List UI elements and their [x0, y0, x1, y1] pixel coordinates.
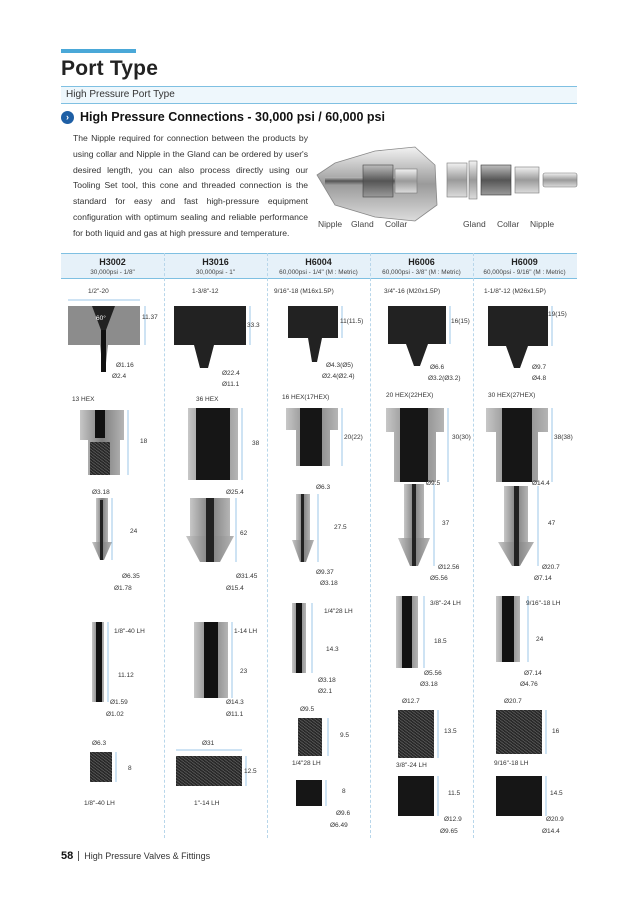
dim-label: 1/4"28 LH [292, 760, 321, 767]
dim-label: Ø3.2(Ø3.2) [428, 375, 461, 382]
dim-label: Ø11.1 [222, 381, 240, 388]
dim-label: 16 [552, 728, 560, 735]
dim-label: Ø7.14 [524, 670, 542, 677]
dim-label: 20 HEX(22HEX) [386, 392, 434, 399]
dim-label: 8 [128, 765, 132, 772]
column-header: H6004 60,000psi - 1/4" (M : Metric) [279, 257, 358, 276]
chevron-right-icon: › [61, 111, 74, 124]
dim-label: 30 HEX(27HEX) [488, 392, 536, 399]
dim-label: 1/4"28 LH [324, 608, 353, 615]
label-nipple: Nipple [318, 219, 343, 229]
dim-label: Ø7.14 [534, 575, 552, 582]
dim-label: 1/2"-20 [88, 288, 109, 295]
dim-label: Ø9.6 [336, 810, 351, 817]
dim-label: Ø1.59 [110, 699, 128, 706]
dim-label: Ø4.8 [532, 375, 547, 382]
dim-label: Ø3.18 [92, 489, 110, 496]
dim-label: Ø20.7 [542, 564, 560, 571]
dim-label: 11.12 [118, 672, 134, 679]
dim-label: 1-1/8"-12 (M26x1.5P) [484, 288, 546, 295]
dim-label: 62 [240, 530, 248, 537]
footer-divider [78, 851, 79, 861]
label-collar: Collar [497, 219, 520, 229]
dim-label: Ø9.5 [300, 706, 315, 713]
dim-label: Ø11.1 [226, 711, 244, 718]
dim-label: Ø2.4 [112, 373, 127, 380]
dim-label: 38(38) [554, 434, 573, 441]
dim-label: 8 [342, 788, 346, 795]
dim-label: 24 [130, 528, 138, 535]
dim-label: 47 [548, 520, 556, 527]
dim-label: 9/16"-18 (M16x1.5P) [274, 288, 334, 295]
dim-label: 1-14 LH [234, 628, 258, 635]
dim-label: 1-3/8"-12 [192, 288, 219, 295]
dim-label: 38 [252, 440, 260, 447]
section-title: High Pressure Connections - 30,000 psi / 60,000 psi [80, 110, 385, 124]
page-title: Port Type [61, 57, 159, 80]
dim-label: 9/16"-18 LH [494, 760, 529, 767]
dim-label: 14.5 [550, 790, 563, 797]
dim-label: 9/16"-18 LH [526, 600, 561, 607]
dim-label: Ø6.6 [430, 364, 445, 371]
dim-label: 27.5 [334, 524, 347, 531]
subtitle: High Pressure Port Type [66, 89, 175, 100]
dim-label: Ø25.4 [226, 489, 244, 496]
dim-label: Ø5.56 [424, 670, 442, 677]
dim-label: Ø6.49 [330, 822, 348, 829]
dim-label: Ø31 [202, 740, 215, 747]
dim-label: Ø20.9 [546, 816, 564, 823]
dim-label: Ø2.1 [318, 688, 333, 695]
dim-label: 9.5 [340, 732, 350, 739]
column-header: H3016 30,000psi - 1" [195, 257, 236, 276]
dim-label: Ø1.78 [114, 585, 132, 592]
dim-label: Ø6.3 [92, 740, 107, 747]
dim-label: 20(22) [344, 434, 363, 441]
dim-label: Ø15.4 [226, 585, 244, 592]
dim-label: 23 [240, 668, 248, 675]
dim-label: 30(30) [452, 434, 471, 441]
column-header: H6006 60,000psi - 3/8" (M : Metric) [382, 257, 461, 276]
dim-label: Ø12.56 [438, 564, 460, 571]
dim-label: Ø6.3 [316, 484, 331, 491]
dim-label: 14.3 [326, 646, 339, 653]
dim-label: Ø4.3(Ø5) [326, 362, 354, 369]
dim-label: 3/8"-24 LH [430, 600, 461, 607]
dim-label: Ø31.45 [236, 573, 258, 580]
dim-label: Ø1.02 [106, 711, 124, 718]
dim-label: 12.5 [244, 768, 257, 775]
label-collar: Collar [385, 219, 408, 229]
page-footer [61, 850, 210, 862]
dim-label: Ø1.16 [116, 362, 134, 369]
dim-label: 36 HEX [196, 396, 219, 403]
dim-label: 16(15) [451, 318, 470, 325]
dim-label: Ø9.65 [440, 828, 458, 835]
dim-label: Ø12.9 [444, 816, 462, 823]
dim-label: 18.5 [434, 638, 447, 645]
dim-label: 60° [96, 315, 106, 322]
description-paragraph: The Nipple required for connection between the products by using collar and Nipple in the Gland can be ordered by user's desired length, you can also process directly using our Tooling Set tool, this cone and threaded connection is the standard for easy and fast high-pressure equipment configuration with optimum sealing and reliable performance for both liquid and gas at high pressure and temperature. [73, 133, 308, 238]
label-gland: Gland [351, 219, 374, 229]
label-gland: Gland [463, 219, 486, 229]
dim-label: 16 HEX(17HEX) [282, 394, 330, 401]
dim-label: Ø5.56 [430, 575, 448, 582]
dim-label: 18 [140, 438, 148, 445]
dim-label: 33.3 [247, 322, 260, 329]
dim-label: Ø9.5 [426, 480, 441, 487]
dim-label: Ø12.7 [402, 698, 420, 705]
column-header: H3002 30,000psi - 1/8" [90, 257, 135, 276]
dim-label: Ø22.4 [222, 370, 240, 377]
dim-label: 1"-14 LH [194, 800, 220, 807]
dim-label: Ø3.18 [420, 681, 438, 688]
column-header: H6009 60,000psi - 9/16" (M : Metric) [483, 257, 566, 276]
dim-label: Ø2.4(Ø2.4) [322, 373, 355, 380]
dim-label: Ø3.18 [318, 677, 336, 684]
label-nipple: Nipple [530, 219, 555, 229]
dim-label: 13 HEX [72, 396, 95, 403]
dim-label: 1/8"-40 LH [84, 800, 115, 807]
dim-label: 11.5 [448, 790, 461, 797]
dim-label: 11(11.5) [340, 318, 364, 325]
dim-label: 1/8"-40 LH [114, 628, 145, 635]
page-number: 58 [61, 850, 74, 862]
footer-text: High Pressure Valves & Fittings [84, 851, 211, 861]
dim-label: Ø6.35 [122, 573, 140, 580]
dim-label: 13.5 [444, 728, 457, 735]
dim-label: Ø14.3 [226, 699, 244, 706]
dim-label: Ø14.4 [542, 828, 560, 835]
dim-label: 3/4"-16 (M20x1.5P) [384, 288, 441, 295]
dim-label: Ø4.76 [520, 681, 538, 688]
dim-label: Ø9.37 [316, 569, 334, 576]
dim-label: 24 [536, 636, 544, 643]
dim-label: 11.37 [142, 314, 158, 321]
dim-label: Ø14.4 [532, 480, 550, 487]
dim-label: 37 [442, 520, 450, 527]
dim-label: Ø20.7 [504, 698, 522, 705]
dim-label: 3/8"-24 LH [396, 762, 427, 769]
dim-label: Ø9.7 [532, 364, 547, 371]
dim-label: Ø3.18 [320, 580, 338, 587]
dim-label: 19(15) [548, 311, 567, 318]
